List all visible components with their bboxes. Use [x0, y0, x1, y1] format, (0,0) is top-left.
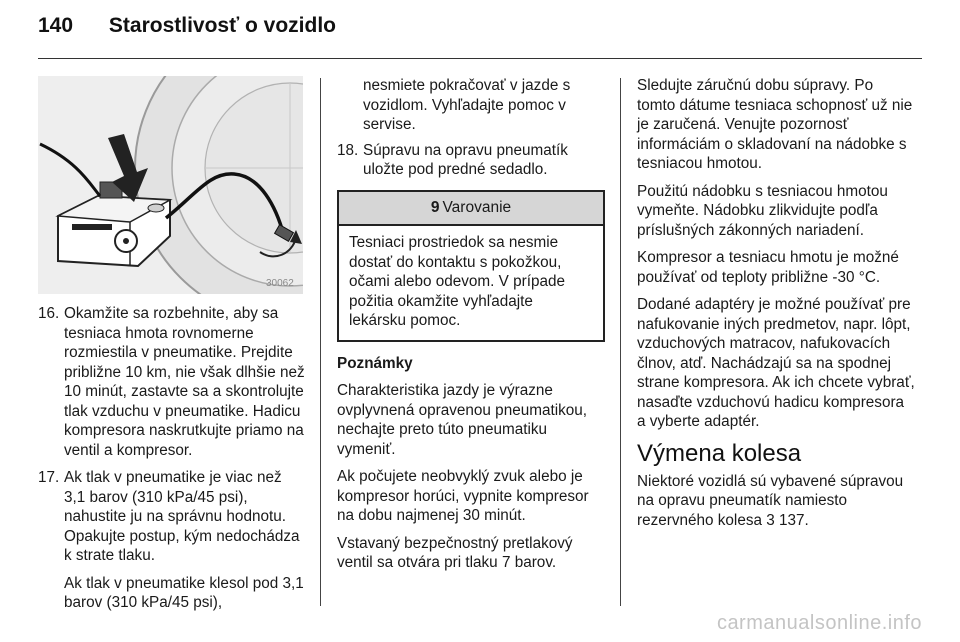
paragraph-text: Niektoré vozidlá sú vybavené súpravou na opravu pneumatík namiesto rezervného kolesa	[637, 472, 904, 529]
paragraph: Ak počujete neobvyklý zvuk alebo je kompresor horúci, vypnite kompresor na dobu najmenej 30 minút.	[337, 468, 589, 524]
list-item-16	[38, 304, 306, 460]
paragraph: Použitú nádobku s tesniacou hmotou vymeňte. Nádobku zlikvidujte podľa príslušných zákonných nariadení.	[637, 182, 888, 239]
list-number: 17.	[38, 469, 60, 486]
note-title: Poznámky	[337, 354, 413, 372]
paragraph	[637, 472, 915, 531]
header-rule	[38, 58, 922, 59]
list-text: Súpravu na opravu pneumatík uložte pod predné sedadlo.	[363, 141, 568, 178]
column-2	[337, 76, 605, 581]
page-header	[38, 14, 336, 38]
warning-box	[337, 190, 605, 342]
paragraph: Vstavaný bezpečnostný pretlakový ventil sa otvára pri tlaku 7 barov.	[337, 534, 573, 571]
paragraph: Kompresor a tesniacu hmotu je možné používať od teploty približne -30 °C.	[637, 249, 899, 286]
list-item-18	[337, 141, 605, 180]
list-number: 16.	[38, 305, 60, 322]
section-title: Výmena kolesa	[637, 439, 802, 467]
compressor-drawing	[38, 76, 303, 294]
column-divider-2	[620, 78, 621, 606]
list-item-17	[38, 468, 306, 613]
page-title: Starostlivosť o vozidlo	[108, 14, 336, 37]
page-reference-icon: 3	[766, 511, 775, 529]
warning-body: Tesniaci prostriedok sa nesmie dostať do kontaktu s pokožkou, očami alebo odevom. V prípade požitia okamžite vyhľadajte lekársku pomoc.	[349, 234, 565, 329]
column-1	[38, 304, 306, 621]
column-3	[637, 76, 915, 538]
compressor-illustration	[38, 76, 303, 294]
warning-header	[339, 192, 603, 227]
watermark: carmanualsonline.info	[716, 612, 922, 634]
list-text-continued: Ak tlak v pneumatike klesol pod 3,1 barov (310 kPa/45 psi),	[64, 574, 304, 611]
list-item-17-continued	[337, 76, 605, 135]
page-reference-link[interactable]: 137.	[779, 511, 809, 529]
list-text: Ak tlak v pneumatike je viac než 3,1 barov (310 kPa/45 psi), nahustite ju na správnu hodnotu. Opakujte postup, kým nedochádza k strate tlaku.	[64, 469, 300, 564]
paragraph: Sledujte záručnú dobu súpravy. Po tomto dátume tesniaca schopnosť už nie je zaručená. Venujte pozornosť informáciám o skladovaní na nádobke s tesniacou hmotou.	[637, 77, 913, 172]
list-text: Okamžite sa rozbehnite, aby sa tesniaca hmota rovnomerne rozmiestila v pneumatike. Prejdite približne 10 km, nie však dlhšie než 10 minút, zastavte sa a skontrolujte tlak vzduchu v pneumatike. Hadicu kompresora naskrutkujte priamo na ventil a kompresor.	[64, 305, 305, 459]
list-text: nesmiete pokračovať v jazde s vozidlom. Vyhľadajte pomoc v servise.	[363, 77, 571, 133]
note-body: Charakteristika jazdy je výrazne ovplyvnená opravenou pneumatikou, nechajte preto túto pneumatiku vymeniť.	[337, 382, 588, 458]
column-divider-1	[320, 78, 321, 606]
paragraph: Dodané adaptéry je možné používať pre nafukovanie iných predmetov, napr. lôpt, vzduchových matracov, nafukovacích člnov, atď. Nachádzajú sa na spodnej strane kompresora. Ak ich chcete vybrať, nasaďte vzduchovú hadicu kompresora a vyberte adaptér.	[637, 296, 915, 430]
warning-title: Varovanie	[442, 198, 512, 216]
figure-id: 30062	[266, 278, 294, 289]
list-number: 18.	[337, 141, 359, 159]
warning-triangle-icon: 9	[430, 198, 440, 216]
page-number: 140	[38, 14, 74, 37]
